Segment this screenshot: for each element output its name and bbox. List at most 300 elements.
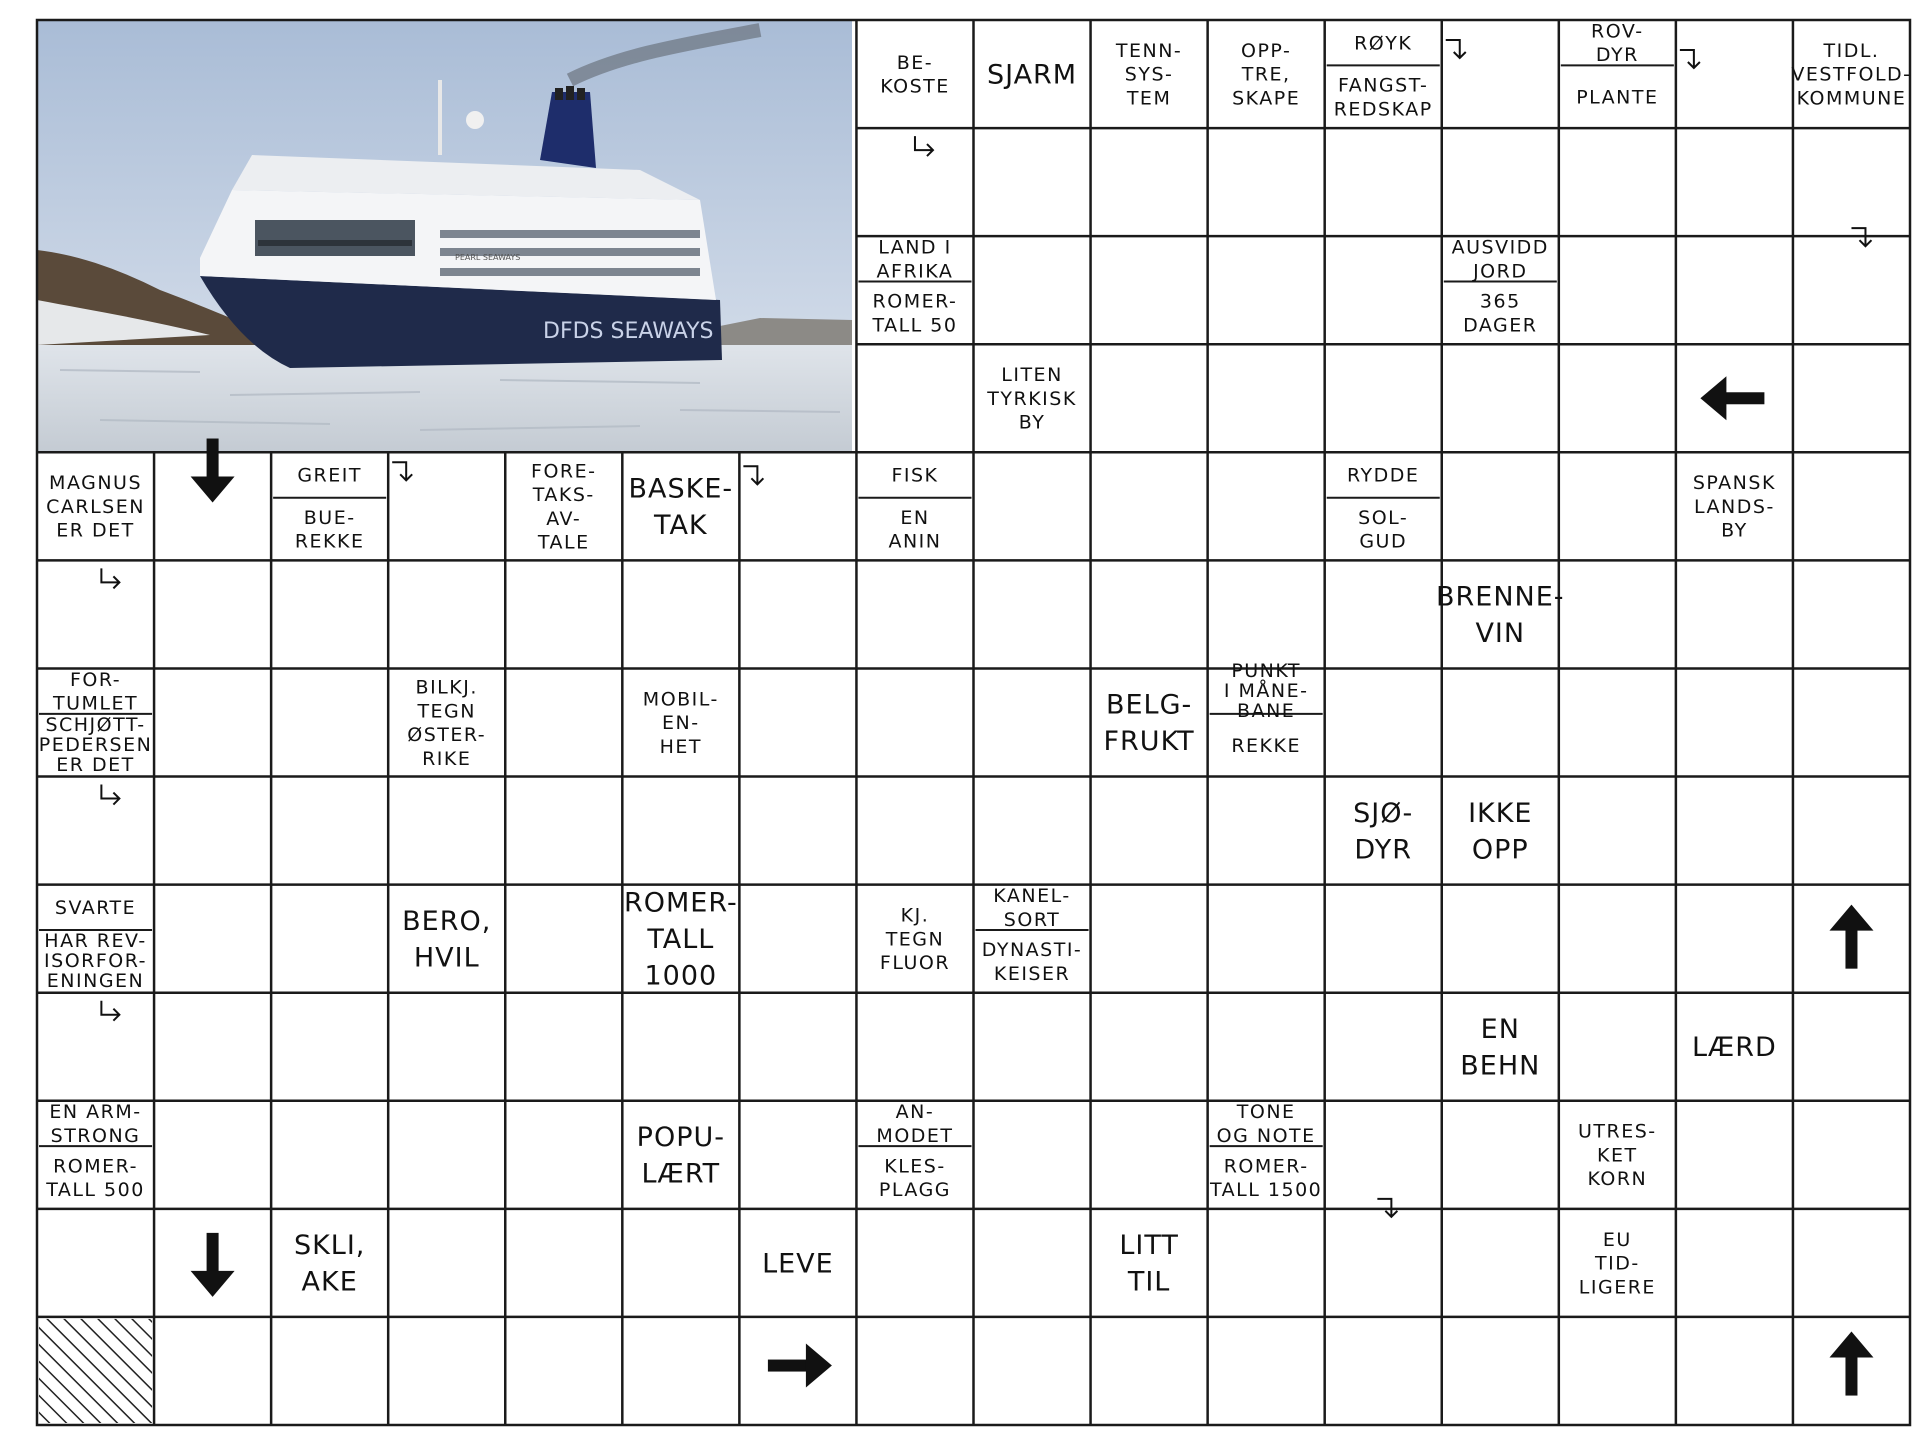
answer-cell[interactable] xyxy=(1211,996,1322,1098)
answer-cell[interactable] xyxy=(1796,455,1907,557)
clue-line: POPU- xyxy=(636,1122,726,1154)
clue-line: ER DET xyxy=(56,519,135,542)
clue-c11 xyxy=(871,291,957,337)
clue-line: TYRKISK xyxy=(987,387,1077,410)
answer-cell[interactable] xyxy=(977,563,1088,665)
clue-line: TENN- xyxy=(1115,39,1183,62)
clue-line: LÆRT xyxy=(641,1158,721,1190)
clue-line: SCHJØTT- xyxy=(45,713,146,736)
answer-cell[interactable] xyxy=(1445,1212,1556,1314)
clue-line: BILKJ. xyxy=(415,676,478,699)
answer-cell[interactable] xyxy=(1445,23,1556,125)
answer-cell[interactable] xyxy=(1211,347,1322,449)
answer-cell[interactable] xyxy=(274,996,385,1098)
clue-line: SVARTE xyxy=(54,896,137,919)
clue-line: GUD xyxy=(1359,530,1408,553)
clue-line: ROMER- xyxy=(53,1155,138,1178)
clue-c28 xyxy=(407,677,486,770)
clue-line: KOSTE xyxy=(880,75,950,98)
answer-cell[interactable] xyxy=(508,996,619,1098)
answer-cell[interactable] xyxy=(742,888,853,990)
clue-line: FISK xyxy=(891,464,939,487)
clue-line: RØYK xyxy=(1354,32,1413,55)
clue-line: EN- xyxy=(662,712,700,735)
clue-c15 xyxy=(46,472,145,542)
clue-line: BY xyxy=(1721,519,1748,542)
clue-line: 365 xyxy=(1479,290,1521,313)
clue-line: SKLI, xyxy=(293,1230,366,1262)
answer-cell[interactable] xyxy=(1796,131,1907,233)
clue-line: OPP xyxy=(1471,834,1529,866)
answer-cell[interactable] xyxy=(1679,239,1790,341)
clue-line: AKE xyxy=(301,1266,358,1298)
clue-c23 xyxy=(1358,507,1408,553)
answer-cell[interactable] xyxy=(508,780,619,882)
clue-line: PEDERSEN xyxy=(38,733,153,756)
answer-cell[interactable] xyxy=(625,996,736,1098)
clue-c29 xyxy=(643,688,719,758)
answer-cell[interactable] xyxy=(157,563,268,665)
answer-cell[interactable] xyxy=(742,996,853,1098)
clue-c33 xyxy=(1353,798,1413,865)
answer-cell[interactable] xyxy=(508,563,619,665)
answer-cell[interactable] xyxy=(1445,671,1556,773)
answer-cell[interactable] xyxy=(977,1212,1088,1314)
answer-cell[interactable] xyxy=(1328,563,1439,665)
clue-c35 xyxy=(55,897,136,919)
answer-cell[interactable] xyxy=(1679,780,1790,882)
answer-cell[interactable] xyxy=(1796,347,1907,449)
clue-c52 xyxy=(294,1230,365,1297)
clue-c31 xyxy=(1224,660,1309,722)
answer-cell[interactable] xyxy=(977,671,1088,773)
answer-cell[interactable] xyxy=(1211,780,1322,882)
answer-cell[interactable] xyxy=(1679,671,1790,773)
clue-c43 xyxy=(1692,1032,1777,1063)
clue-line: SKAPE xyxy=(1232,87,1301,110)
answer-cell[interactable] xyxy=(157,888,268,990)
answer-cell[interactable] xyxy=(1094,239,1205,341)
answer-cell[interactable] xyxy=(508,888,619,990)
clue-c27 xyxy=(39,714,153,776)
clue-line: ROMER- xyxy=(1223,1155,1309,1178)
clue-c6 xyxy=(1334,75,1433,121)
answer-cell[interactable] xyxy=(742,1104,853,1206)
answer-cell[interactable] xyxy=(1679,23,1790,125)
answer-cell[interactable] xyxy=(1796,671,1907,773)
answer-cell[interactable] xyxy=(742,780,853,882)
answer-cell[interactable] xyxy=(1796,780,1907,882)
answer-cell[interactable] xyxy=(1094,1320,1205,1422)
clue-line: EN xyxy=(1480,1013,1520,1045)
answer-cell[interactable] xyxy=(1328,888,1439,990)
clue-line: STRONG xyxy=(50,1124,141,1147)
clue-line: CARLSEN xyxy=(46,495,145,518)
clue-line: BANE xyxy=(1237,699,1296,722)
answer-cell[interactable] xyxy=(977,239,1088,341)
answer-cell[interactable] xyxy=(1094,888,1205,990)
clue-line: DYR xyxy=(1354,834,1413,866)
answer-cell[interactable] xyxy=(977,1104,1088,1206)
clue-line: AFRIKA xyxy=(876,260,954,283)
clue-c39 xyxy=(880,905,950,975)
clue-c8 xyxy=(1576,86,1658,108)
clue-line: FRUKT xyxy=(1103,726,1195,758)
answer-cell[interactable] xyxy=(625,780,736,882)
clue-line: LAND I xyxy=(878,236,952,259)
answer-cell[interactable] xyxy=(1094,996,1205,1098)
clue-line: ROV- xyxy=(1591,20,1644,43)
clue-line: EN ARM- xyxy=(49,1101,142,1124)
clue-line: DAGER xyxy=(1463,314,1538,337)
clue-c53 xyxy=(762,1248,834,1279)
clue-line: JORD xyxy=(1473,260,1528,283)
clue-line: IKKE xyxy=(1468,797,1533,829)
clue-c49 xyxy=(1217,1101,1316,1147)
clue-line: BY xyxy=(1018,411,1046,434)
clue-line: SJØ- xyxy=(1353,797,1414,829)
clue-line: GREIT xyxy=(297,464,362,487)
answer-cell[interactable] xyxy=(1796,1104,1907,1206)
answer-cell[interactable] xyxy=(40,996,151,1098)
clue-line: SPANSK xyxy=(1692,472,1776,495)
answer-cell[interactable] xyxy=(1094,780,1205,882)
answer-cell[interactable] xyxy=(977,131,1088,233)
clue-line: TALE xyxy=(537,531,590,554)
clue-c1 xyxy=(880,52,950,98)
answer-cell[interactable] xyxy=(1562,239,1673,341)
clue-line: SOL- xyxy=(1358,506,1409,529)
clue-c44 xyxy=(49,1101,141,1147)
answer-cell[interactable] xyxy=(274,888,385,990)
clue-line: 1000 xyxy=(644,960,718,992)
answer-cell[interactable] xyxy=(1562,347,1673,449)
answer-cell[interactable] xyxy=(1796,563,1907,665)
clue-line: LANDS- xyxy=(1694,495,1775,518)
clue-c5 xyxy=(1354,32,1412,54)
clue-c38 xyxy=(624,888,738,992)
clue-c2 xyxy=(987,59,1077,90)
answer-cell[interactable] xyxy=(1562,996,1673,1098)
clue-line: FLUOR xyxy=(879,952,951,975)
clue-line: KLES- xyxy=(884,1155,946,1178)
answer-cell[interactable] xyxy=(1328,1104,1439,1206)
clue-line: SYS- xyxy=(1124,63,1174,86)
clue-line: FOR- xyxy=(69,668,122,691)
clue-c41 xyxy=(982,939,1083,985)
answer-cell[interactable] xyxy=(1328,1320,1439,1422)
answer-cell[interactable] xyxy=(1211,1320,1322,1422)
answer-cell[interactable] xyxy=(977,1320,1088,1422)
answer-cell[interactable] xyxy=(508,1104,619,1206)
answer-cell[interactable] xyxy=(1211,888,1322,990)
clue-line: REKKE xyxy=(294,530,365,553)
answer-cell[interactable] xyxy=(1094,131,1205,233)
clue-line: MODET xyxy=(876,1124,954,1147)
clue-c14 xyxy=(986,364,1077,434)
answer-cell[interactable] xyxy=(1211,1212,1322,1314)
clue-line: AV- xyxy=(546,507,582,530)
clue-c46 xyxy=(637,1122,725,1189)
answer-cell[interactable] xyxy=(1328,671,1439,773)
clue-line: KANEL- xyxy=(993,885,1071,908)
clue-line: TALL xyxy=(647,924,715,956)
answer-cell[interactable] xyxy=(1679,1212,1790,1314)
clue-line: BASKE- xyxy=(628,473,734,505)
clue-line: HAR REV- xyxy=(44,929,147,952)
answer-cell[interactable] xyxy=(977,455,1088,557)
clue-line: TAK xyxy=(654,510,708,542)
clue-c47 xyxy=(876,1101,953,1147)
answer-cell[interactable] xyxy=(1796,996,1907,1098)
answer-cell[interactable] xyxy=(1562,888,1673,990)
answer-cell[interactable] xyxy=(157,1320,268,1422)
answer-cell[interactable] xyxy=(508,671,619,773)
answer-cell[interactable] xyxy=(1796,239,1907,341)
answer-cell[interactable] xyxy=(1445,888,1556,990)
answer-cell[interactable] xyxy=(1328,347,1439,449)
answer-cell[interactable] xyxy=(859,1212,970,1314)
clue-line: BELG- xyxy=(1105,689,1193,721)
clue-line: ØSTER- xyxy=(407,724,487,747)
clue-line: TUMLET xyxy=(52,692,139,715)
clue-line: I MÅNE- xyxy=(1223,679,1309,702)
answer-cell[interactable] xyxy=(1562,780,1673,882)
answer-cell[interactable] xyxy=(1562,563,1673,665)
clue-line: DYR xyxy=(1595,44,1639,67)
clue-line: TEM xyxy=(1126,87,1172,110)
answer-cell[interactable] xyxy=(391,996,502,1098)
answer-cell[interactable] xyxy=(1679,563,1790,665)
answer-cell[interactable] xyxy=(274,1104,385,1206)
answer-cell[interactable] xyxy=(1328,131,1439,233)
clue-line: ER DET xyxy=(56,753,135,776)
clue-line: TRE, xyxy=(1241,63,1291,86)
answer-cell[interactable] xyxy=(1328,1212,1439,1314)
clue-c21 xyxy=(888,507,941,553)
clue-line: OPP- xyxy=(1241,39,1292,62)
answer-cell[interactable] xyxy=(157,671,268,773)
clue-line: KET xyxy=(1597,1144,1638,1167)
clue-line: VESTFOLD- xyxy=(1791,63,1912,86)
clue-c20 xyxy=(891,465,938,487)
clue-line: MOBIL- xyxy=(642,688,719,711)
clue-line: ENINGEN xyxy=(46,969,145,992)
answer-cell[interactable] xyxy=(1562,671,1673,773)
answer-cell[interactable] xyxy=(1679,1104,1790,1206)
clue-c12 xyxy=(1452,237,1549,283)
answer-cell[interactable] xyxy=(1094,563,1205,665)
answer-cell[interactable] xyxy=(1562,131,1673,233)
clue-line: HVIL xyxy=(413,942,480,974)
clue-line: TIL xyxy=(1127,1266,1171,1298)
answer-cell[interactable] xyxy=(1796,1212,1907,1314)
answer-cell[interactable] xyxy=(859,671,970,773)
clue-line: MAGNUS xyxy=(49,472,143,495)
answer-cell[interactable] xyxy=(274,1320,385,1422)
answer-cell[interactable] xyxy=(1445,1104,1556,1206)
answer-cell[interactable] xyxy=(1328,996,1439,1098)
clue-c13 xyxy=(1463,291,1537,337)
answer-cell[interactable] xyxy=(859,780,970,882)
answer-cell[interactable] xyxy=(742,455,853,557)
answer-cell[interactable] xyxy=(1094,347,1205,449)
ferry-hull-text: DFDS SEAWAYS xyxy=(543,319,714,344)
answer-cell[interactable] xyxy=(742,671,853,773)
clue-line: KORN xyxy=(1587,1168,1648,1191)
clue-c34 xyxy=(1468,798,1532,865)
answer-cell[interactable] xyxy=(1562,1320,1673,1422)
clue-c54 xyxy=(1119,1230,1179,1297)
answer-cell[interactable] xyxy=(742,563,853,665)
answer-cell[interactable] xyxy=(508,1320,619,1422)
clue-line: ISORFOR- xyxy=(44,949,148,972)
clue-c7 xyxy=(1591,20,1644,66)
clue-c17 xyxy=(295,507,365,553)
clue-c16 xyxy=(297,465,362,487)
clue-c3 xyxy=(1115,40,1182,110)
answer-cell[interactable] xyxy=(1211,563,1322,665)
answer-cell[interactable] xyxy=(1562,455,1673,557)
clue-line: KJ. xyxy=(900,904,930,927)
answer-cell[interactable] xyxy=(391,780,502,882)
answer-cell[interactable] xyxy=(391,1104,502,1206)
clue-c10 xyxy=(877,237,954,283)
clue-line: BEHN xyxy=(1460,1050,1541,1082)
clue-line: SORT xyxy=(1003,908,1061,931)
clue-c19 xyxy=(629,474,734,541)
clue-line: TEGN xyxy=(885,928,945,951)
clue-c9 xyxy=(1791,40,1911,110)
answer-cell[interactable] xyxy=(40,780,151,882)
answer-cell[interactable] xyxy=(625,1212,736,1314)
clue-c18 xyxy=(531,460,596,553)
answer-cell[interactable] xyxy=(1211,455,1322,557)
answer-cell[interactable] xyxy=(274,671,385,773)
answer-cell[interactable] xyxy=(157,1104,268,1206)
clue-line: OG NOTE xyxy=(1216,1124,1316,1147)
answer-cell[interactable] xyxy=(1679,888,1790,990)
clue-c32 xyxy=(1231,735,1301,757)
clue-line: AN- xyxy=(895,1101,935,1124)
clue-c26 xyxy=(52,669,138,715)
clue-c4 xyxy=(1232,40,1300,110)
clue-c25 xyxy=(1436,582,1565,649)
answer-cell[interactable] xyxy=(1094,1104,1205,1206)
clue-line: UTRES- xyxy=(1578,1120,1657,1143)
answer-cell[interactable] xyxy=(977,996,1088,1098)
answer-cell[interactable] xyxy=(1445,347,1556,449)
clue-line: PLANTE xyxy=(1576,86,1659,109)
clue-line: ROMER- xyxy=(872,290,958,313)
clue-line: TAKS- xyxy=(532,484,595,507)
clue-c36 xyxy=(44,930,147,992)
answer-cell[interactable] xyxy=(625,563,736,665)
answer-cell[interactable] xyxy=(40,563,151,665)
clue-line: TONE xyxy=(1236,1101,1296,1124)
clue-c55 xyxy=(1579,1229,1656,1299)
answer-cell[interactable] xyxy=(1328,239,1439,341)
clue-line: TALL 500 xyxy=(46,1179,145,1202)
answer-cell[interactable] xyxy=(625,1320,736,1422)
clue-line: BERO, xyxy=(402,905,492,937)
answer-cell[interactable] xyxy=(977,780,1088,882)
clue-line: PUNKT xyxy=(1231,659,1301,682)
clue-c45 xyxy=(45,1155,145,1201)
answer-cell[interactable] xyxy=(391,1212,502,1314)
clue-line: LIGERE xyxy=(1578,1276,1656,1299)
ferry-photo xyxy=(37,20,852,452)
clue-line: PLAGG xyxy=(878,1179,952,1202)
clue-c51 xyxy=(1578,1121,1657,1191)
clue-c22 xyxy=(1347,465,1419,487)
clue-line: REKKE xyxy=(1231,734,1301,757)
clue-line: AUSVIDD xyxy=(1451,236,1549,259)
clue-c48 xyxy=(879,1155,951,1201)
clue-line: KEISER xyxy=(993,962,1071,985)
answer-cell[interactable] xyxy=(508,1212,619,1314)
answer-cell[interactable] xyxy=(391,1320,502,1422)
clue-line: ROMER- xyxy=(623,887,738,919)
answer-cell[interactable] xyxy=(859,996,970,1098)
clue-line: EU xyxy=(1602,1228,1632,1251)
ferry-caption: PEARL SEAWAYS xyxy=(455,253,521,262)
answer-cell[interactable] xyxy=(1679,131,1790,233)
answer-cell[interactable] xyxy=(1445,1320,1556,1422)
answer-cell[interactable] xyxy=(157,996,268,1098)
answer-cell[interactable] xyxy=(1445,131,1556,233)
clue-c24 xyxy=(1693,472,1776,542)
clue-line: KOMMUNE xyxy=(1796,87,1907,110)
answer-cell[interactable] xyxy=(157,780,268,882)
clue-line: FANGST- xyxy=(1338,74,1429,97)
answer-cell[interactable] xyxy=(859,347,970,449)
clue-line: RIKE xyxy=(422,747,472,770)
clue-line: DYNASTI- xyxy=(981,939,1083,962)
answer-cell[interactable] xyxy=(859,563,970,665)
clue-line: TIDL. xyxy=(1823,39,1880,62)
answer-cell[interactable] xyxy=(391,455,502,557)
clue-c40 xyxy=(993,885,1070,931)
clue-line: VIN xyxy=(1475,618,1526,650)
clue-line: BE- xyxy=(896,51,934,74)
answer-cell[interactable] xyxy=(1679,1320,1790,1422)
answer-cell[interactable] xyxy=(859,1320,970,1422)
clue-line: HET xyxy=(659,735,703,758)
clue-line: LITT xyxy=(1119,1230,1179,1262)
answer-cell[interactable] xyxy=(40,1212,151,1314)
clue-c42 xyxy=(1460,1014,1540,1081)
clue-line: LÆRD xyxy=(1691,1032,1777,1064)
clue-line: LEVE xyxy=(762,1248,834,1280)
clue-line: SJARM xyxy=(986,59,1078,91)
clue-line: EN xyxy=(900,506,930,529)
answer-cell[interactable] xyxy=(274,563,385,665)
blocked-cell xyxy=(39,1319,152,1423)
answer-cell[interactable] xyxy=(274,780,385,882)
answer-cell[interactable] xyxy=(1445,455,1556,557)
clue-line: LITEN xyxy=(1001,364,1063,387)
answer-cell[interactable] xyxy=(391,563,502,665)
clue-line: ANIN xyxy=(888,530,942,553)
answer-cell[interactable] xyxy=(1211,131,1322,233)
clue-line: RYDDE xyxy=(1347,464,1420,487)
answer-cell[interactable] xyxy=(1211,239,1322,341)
clue-line: BUE- xyxy=(303,506,356,529)
clue-c37 xyxy=(402,906,491,973)
answer-cell[interactable] xyxy=(1094,455,1205,557)
clue-line: REDSKAP xyxy=(1333,98,1433,121)
